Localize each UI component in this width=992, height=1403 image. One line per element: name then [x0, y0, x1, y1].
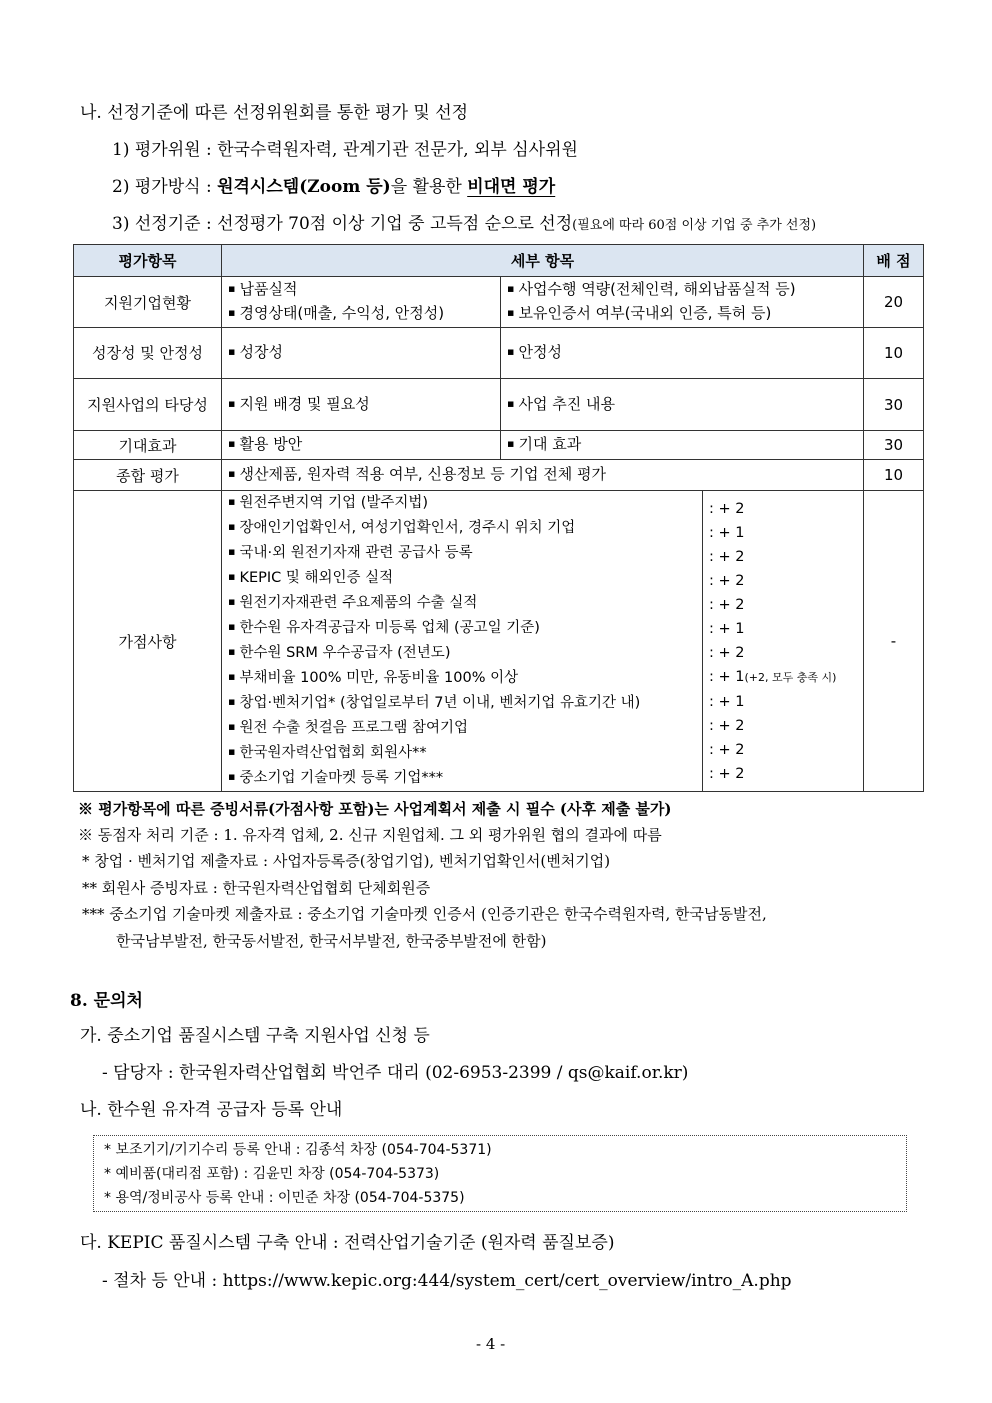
points-value: : + 2 [709, 644, 745, 661]
contact-ga: 가. 중소기업 품질시스템 구축 지원사업 신청 등 [80, 1026, 430, 1046]
note-member: ** 회원사 증빙자료 : 한국원자력산업협회 단체회원증 [82, 879, 431, 897]
row-left-items [222, 277, 501, 328]
bonus-item: ▪ 원전 수출 첫걸음 프로그램 참여기업 [228, 716, 696, 741]
note-tiebreak: ※ 동점자 처리 기준 : 1. 유자격 업체, 2. 신규 지원업체. 그 외 평가위원 협의 결과에 따름 [78, 826, 662, 844]
bonus-item: ▪ 한수원 유자격공급자 미등록 업체 (공고일 기준) [228, 616, 696, 641]
header-category: 평가항목 [74, 245, 222, 277]
box-line: * 보조기기/기기수리 등록 안내 : 김종석 차장 (054-704-5371) [104, 1142, 492, 1158]
detail-item: ▪ 생산제품, 원자력 적용 여부, 신용정보 등 기업 전체 평가 [228, 463, 857, 487]
note-techmarket-cont: 한국남부발전, 한국동서발전, 한국서부발전, 한국중부발전에 한함) [116, 932, 547, 950]
row-right-items [501, 431, 864, 460]
section-heading: 나. 선정기준에 따른 선정위원회를 통한 평가 및 선정 [80, 103, 469, 123]
detail-item: ▪ 안정성 [507, 341, 857, 365]
supplier-contact-box [93, 1135, 907, 1212]
detail-item: ▪ 활용 방안 [228, 433, 494, 457]
page-number: - 4 - [476, 1335, 506, 1353]
header-details: 세부 항목 [222, 245, 864, 277]
method-bold: 원격시스템(Zoom 등) [217, 177, 391, 197]
row-left-items [222, 379, 501, 431]
bonus-item: ▪ 한국원자력산업협회 회원사** [228, 741, 696, 766]
criteria-note: (필요에 따라 60점 이상 기업 중 추가 선정) [572, 218, 817, 233]
points-value: : + 1 [709, 620, 745, 637]
bonus-item-points [709, 617, 857, 641]
bonus-item: ▪ 창업·벤처기업* (창업일로부터 7년 이내, 벤처기업 유효기간 내) [228, 691, 696, 716]
bonus-item: ▪ 장애인기업확인서, 여성기업확인서, 경주시 위치 기업 [228, 516, 696, 541]
bonus-item-points [709, 497, 857, 521]
contact-na: 나. 한수원 유자격 공급자 등록 안내 [80, 1100, 343, 1120]
bonus-item: ▪ 한수원 SRM 우수공급자 (전년도) [228, 641, 696, 666]
row-full-item [222, 460, 864, 491]
bonus-item-points [709, 545, 857, 569]
bonus-item-points [709, 521, 857, 545]
table-row [74, 431, 924, 460]
points-value: : + 2 [709, 596, 745, 613]
box-line: * 용역/정비공사 등록 안내 : 이민준 차장 (054-704-5375) [104, 1190, 465, 1206]
table-row [74, 328, 924, 379]
contact-da-link-line [102, 1266, 792, 1291]
bonus-item-points [709, 665, 857, 690]
detail-item: ▪ 납품실적 [228, 278, 494, 302]
kepic-link[interactable]: https://www.kepic.org:444/system_cert/cert_overview/intro_A.php [222, 1271, 792, 1291]
method-underline: 비대면 평가 [467, 177, 556, 197]
table-row [74, 277, 924, 328]
bonus-item: ▪ 원전주변지역 기업 (발주지법) [228, 491, 696, 516]
table-row [74, 460, 924, 491]
table-header-row [74, 245, 924, 277]
row-category: 기대효과 [74, 431, 222, 460]
row-category: 종합 평가 [74, 460, 222, 491]
row-category: 지원사업의 타당성 [74, 379, 222, 431]
bonus-item-points [709, 714, 857, 738]
row-right-items [501, 328, 864, 379]
box-line: * 예비품(대리점 포함) : 김윤민 차장 (054-704-5373) [104, 1166, 440, 1182]
detail-item: ▪ 기대 효과 [507, 433, 857, 457]
row-right-items [501, 277, 864, 328]
detail-item: ▪ 보유인증서 여부(국내외 인증, 특허 등) [507, 302, 857, 326]
bonus-item-points [709, 593, 857, 617]
row-score: 30 [864, 431, 924, 460]
detail-item: ▪ 경영상태(매출, 수익성, 안정성) [228, 302, 494, 326]
row-left-items [222, 328, 501, 379]
row-left-items [222, 431, 501, 460]
detail-item: ▪ 사업수행 역량(전체인력, 해외납품실적 등) [507, 278, 857, 302]
bonus-item-points [709, 690, 857, 714]
bonus-item-points [709, 569, 857, 593]
method-label: 2) 평가방식 : [112, 177, 218, 197]
row-category: 성장성 및 안정성 [74, 328, 222, 379]
contact-da: 다. KEPIC 품질시스템 구축 안내 : 전력산업기술기준 (원자력 품질보증) [80, 1233, 615, 1253]
bonus-item: ▪ 국내·외 원전기자재 관련 공급사 등록 [228, 541, 696, 566]
evaluation-method-line [112, 172, 555, 197]
row-score: 20 [864, 277, 924, 328]
section8-heading: 8. 문의처 [70, 991, 143, 1011]
link-label: - 절차 등 안내 : [102, 1271, 223, 1291]
bonus-score: - [864, 491, 924, 792]
criteria-main: 3) 선정기준 : 선정평가 70점 이상 기업 중 고득점 순으로 선정 [112, 214, 573, 234]
note-required-documents: ※ 평가항목에 따른 증빙서류(가점사항 포함)는 사업계획서 제출 시 필수 (사후 제출 불가) [78, 800, 672, 818]
bonus-item: ▪ 원전기자재관련 주요제품의 수출 실적 [228, 591, 696, 616]
evaluation-table [73, 244, 924, 792]
bonus-category: 가점사항 [74, 491, 222, 792]
points-note: (+2, 모두 충족 시) [744, 670, 837, 684]
bonus-item-points [709, 641, 857, 665]
contact-ga-person: - 담당자 : 한국원자력산업협회 박언주 대리 (02-6953-2399 / qs@kaif.or.kr) [102, 1063, 689, 1083]
bonus-row [74, 491, 924, 792]
points-value: : + 2 [709, 548, 745, 565]
points-value: : + 2 [709, 500, 745, 517]
bonus-items [222, 491, 703, 792]
points-value: : + 2 [709, 572, 745, 589]
row-score: 10 [864, 328, 924, 379]
points-value: : + 1 [709, 524, 745, 541]
detail-item: ▪ 지원 배경 및 필요성 [228, 393, 494, 417]
bonus-points [703, 491, 864, 792]
method-mid: 을 활용한 [390, 177, 468, 197]
row-score: 30 [864, 379, 924, 431]
detail-item: ▪ 사업 추진 내용 [507, 393, 857, 417]
detail-item: ▪ 성장성 [228, 341, 494, 365]
points-value: : + 1 [709, 693, 745, 710]
points-value: : + 2 [709, 765, 745, 782]
points-value: : + 2 [709, 717, 745, 734]
bonus-item: ▪ 부채비율 100% 미만, 유동비율 100% 이상 [228, 666, 696, 691]
note-techmarket: *** 중소기업 기술마켓 제출자료 : 중소기업 기술마켓 인증서 (인증기관은 한국수력원자력, 한국남동발전, [82, 905, 767, 923]
row-score: 10 [864, 460, 924, 491]
bonus-item-points [709, 762, 857, 786]
evaluators-line: 1) 평가위원 : 한국수력원자력, 관계기관 전문가, 외부 심사위원 [112, 140, 578, 160]
bonus-item: ▪ KEPIC 및 해외인증 실적 [228, 566, 696, 591]
row-category: 지원기업현황 [74, 277, 222, 328]
selection-criteria-line [112, 209, 816, 234]
table-row [74, 379, 924, 431]
header-score: 배 점 [864, 245, 924, 277]
note-startup: * 창업 · 벤처기업 제출자료 : 사업자등록증(창업기업), 벤처기업확인서(벤처기업) [82, 852, 611, 870]
points-value: : + 2 [709, 741, 745, 758]
bonus-item: ▪ 중소기업 기술마켓 등록 기업*** [228, 766, 696, 791]
points-value: : + 1 [709, 668, 745, 685]
bonus-item-points [709, 738, 857, 762]
row-right-items [501, 379, 864, 431]
